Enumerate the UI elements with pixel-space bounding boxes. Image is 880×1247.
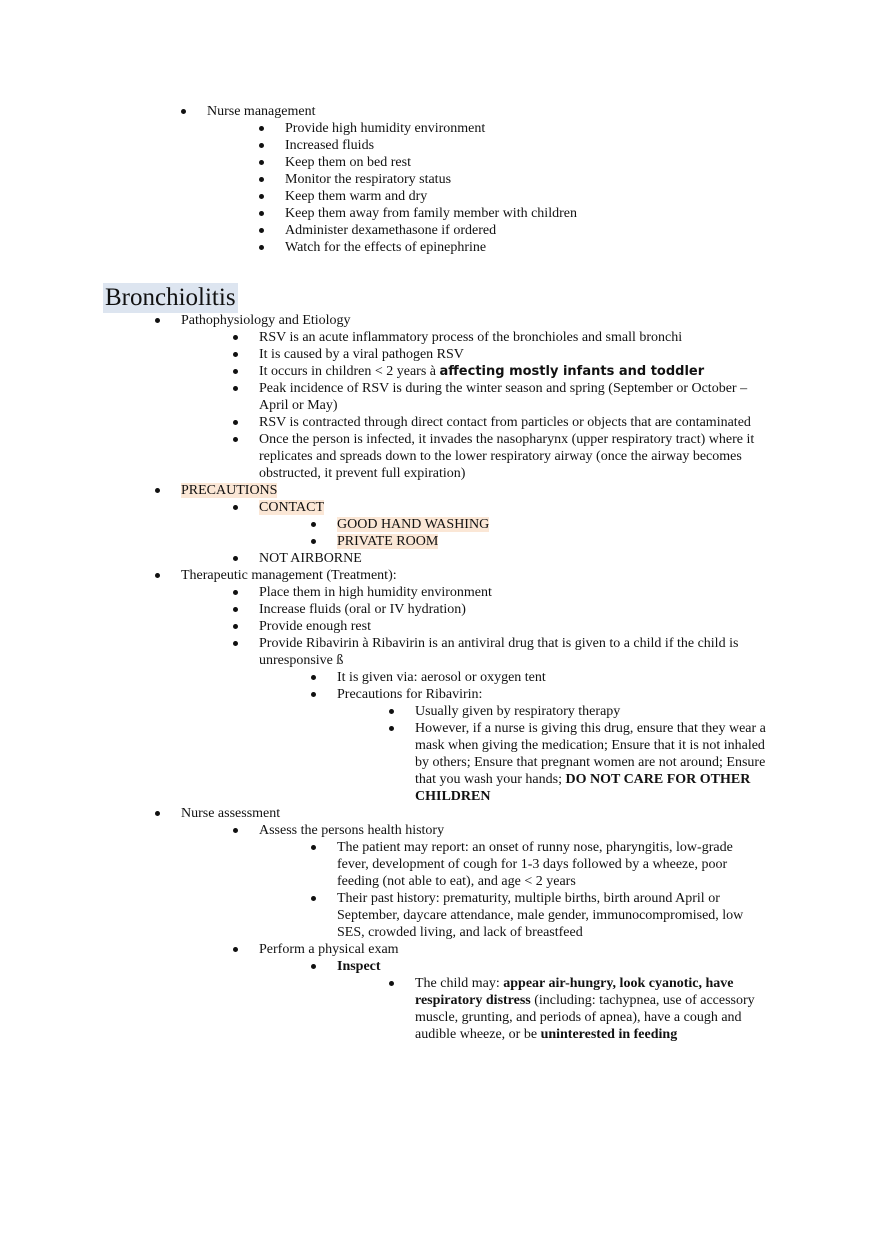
precautions-title: PRECAUTIONS: [181, 483, 278, 498]
ribavirin-precautions-list: [415, 703, 777, 805]
list-item: [181, 805, 781, 1043]
list-item: Keep them away from family member with children: [285, 205, 807, 222]
inspect-text-2: (including: tachypnea, use of accessory muscle, grunting, and periods of apnea), have a cough and audible wheeze, or be: [415, 993, 755, 1042]
list-item: [415, 720, 777, 805]
assessment-list: [259, 822, 759, 1043]
list-item: [259, 822, 759, 941]
exam-title: Perform a physical exam: [259, 942, 399, 957]
inspect-bold-1: appear air-hungry, look cyanotic, have respiratory distress: [415, 976, 734, 1008]
patho-list: [259, 329, 769, 482]
private-room-text: PRIVATE ROOM: [337, 534, 439, 549]
ribavirin-precaution-bold: DO NOT CARE FOR OTHER CHILDREN: [415, 772, 751, 804]
history-list: [337, 839, 757, 941]
list-item: Administer dexamethasone if ordered: [285, 222, 807, 239]
list-item: Increase fluids (oral or IV hydration): [259, 601, 759, 618]
list-item: NOT AIRBORNE: [259, 550, 781, 567]
list-item: [259, 499, 781, 550]
therapeutic-list: [259, 584, 766, 805]
list-item: [259, 941, 759, 1043]
contact-label: CONTACT: [259, 500, 324, 515]
list-item: [181, 312, 781, 482]
list-item: Provide high humidity environment: [285, 120, 807, 137]
inspect-bold-2: uninterested in feeding: [540, 1027, 678, 1042]
list-item: [259, 363, 769, 380]
ribavirin-text: Provide Ribavirin à Ribavirin is an antiviral drug that is given to a child if the child is unresponsive ß: [259, 636, 739, 668]
hand-washing-text: GOOD HAND WASHING: [337, 517, 490, 532]
history-title: Assess the persons health history: [259, 823, 445, 838]
inspect-list: [415, 975, 777, 1043]
contact-list: [337, 516, 781, 550]
list-item: [337, 686, 767, 805]
list-item: Their past history: prematurity, multiple births, birth around April or September, daycare attendance, male gender, immunocompromised, low SES, crowded living, and lack of breastfeed: [337, 890, 757, 941]
therapeutic-title: Therapeutic management (Treatment):: [181, 568, 397, 583]
list-item: [259, 635, 766, 805]
list-item: RSV is an acute inflammatory process of the bronchioles and small bronchi: [259, 329, 769, 346]
list-item: [207, 103, 807, 256]
list-item: Once the person is infected, it invades the nasopharynx (upper respiratory tract) where it replicates and spreads down to the lower respiratory airway (once the airway becomes obstructed, it prevent full expiration): [259, 431, 769, 482]
inspect-text-1: The child may:: [415, 976, 504, 991]
age-text: It occurs in children < 2 years à: [259, 364, 440, 379]
list-item: [337, 958, 757, 1043]
list-item: Keep them warm and dry: [285, 188, 807, 205]
list-item: [415, 975, 777, 1043]
ribavirin-precaution-text: However, if a nurse is giving this drug, ensure that they wear a mask when giving the medication; Ensure that it is not inhaled by others; Ensure that pregnant women are not around; Ensure that you wash your hands;: [415, 721, 766, 787]
list-item: Peak incidence of RSV is during the winter season and spring (September or October – April or May): [259, 380, 769, 414]
assessment-title: Nurse assessment: [181, 806, 281, 821]
precautions-list: [259, 499, 781, 567]
list-item: Usually given by respiratory therapy: [415, 703, 777, 720]
inspect-title: Inspect: [337, 959, 381, 974]
list-item: Place them in high humidity environment: [259, 584, 759, 601]
list-item: Keep them on bed rest: [285, 154, 807, 171]
bronchiolitis-list: [181, 312, 781, 1043]
list-item: Watch for the effects of epinephrine: [285, 239, 807, 256]
list-item: [337, 516, 781, 533]
list-item: Provide enough rest: [259, 618, 759, 635]
list-item: [337, 533, 781, 550]
list-item: The patient may report: an onset of runny nose, pharyngitis, low-grade fever, development of cough for 1-3 days followed by a wheeze, poor feeding (not able to eat), and age < 2 years: [337, 839, 757, 890]
list-item: Monitor the respiratory status: [285, 171, 807, 188]
top-list: [207, 103, 807, 256]
exam-list: [337, 958, 757, 1043]
list-item: [181, 482, 781, 567]
ribavirin-list: [337, 669, 767, 805]
list-item: [181, 567, 781, 805]
list-item: It is caused by a viral pathogen RSV: [259, 346, 769, 363]
nurse-management-list: [285, 120, 807, 256]
age-bold-text: affecting mostly infants and toddler: [439, 364, 705, 379]
ribavirin-precautions-title: Precautions for Ribavirin:: [337, 687, 483, 702]
section-heading: Bronchiolitis: [105, 284, 236, 311]
patho-title: Pathophysiology and Etiology: [181, 313, 351, 328]
list-item: Increased fluids: [285, 137, 807, 154]
nurse-management-title: Nurse management: [207, 104, 316, 119]
list-item: It is given via: aerosol or oxygen tent: [337, 669, 767, 686]
list-item: RSV is contracted through direct contact from particles or objects that are contaminated: [259, 414, 769, 431]
